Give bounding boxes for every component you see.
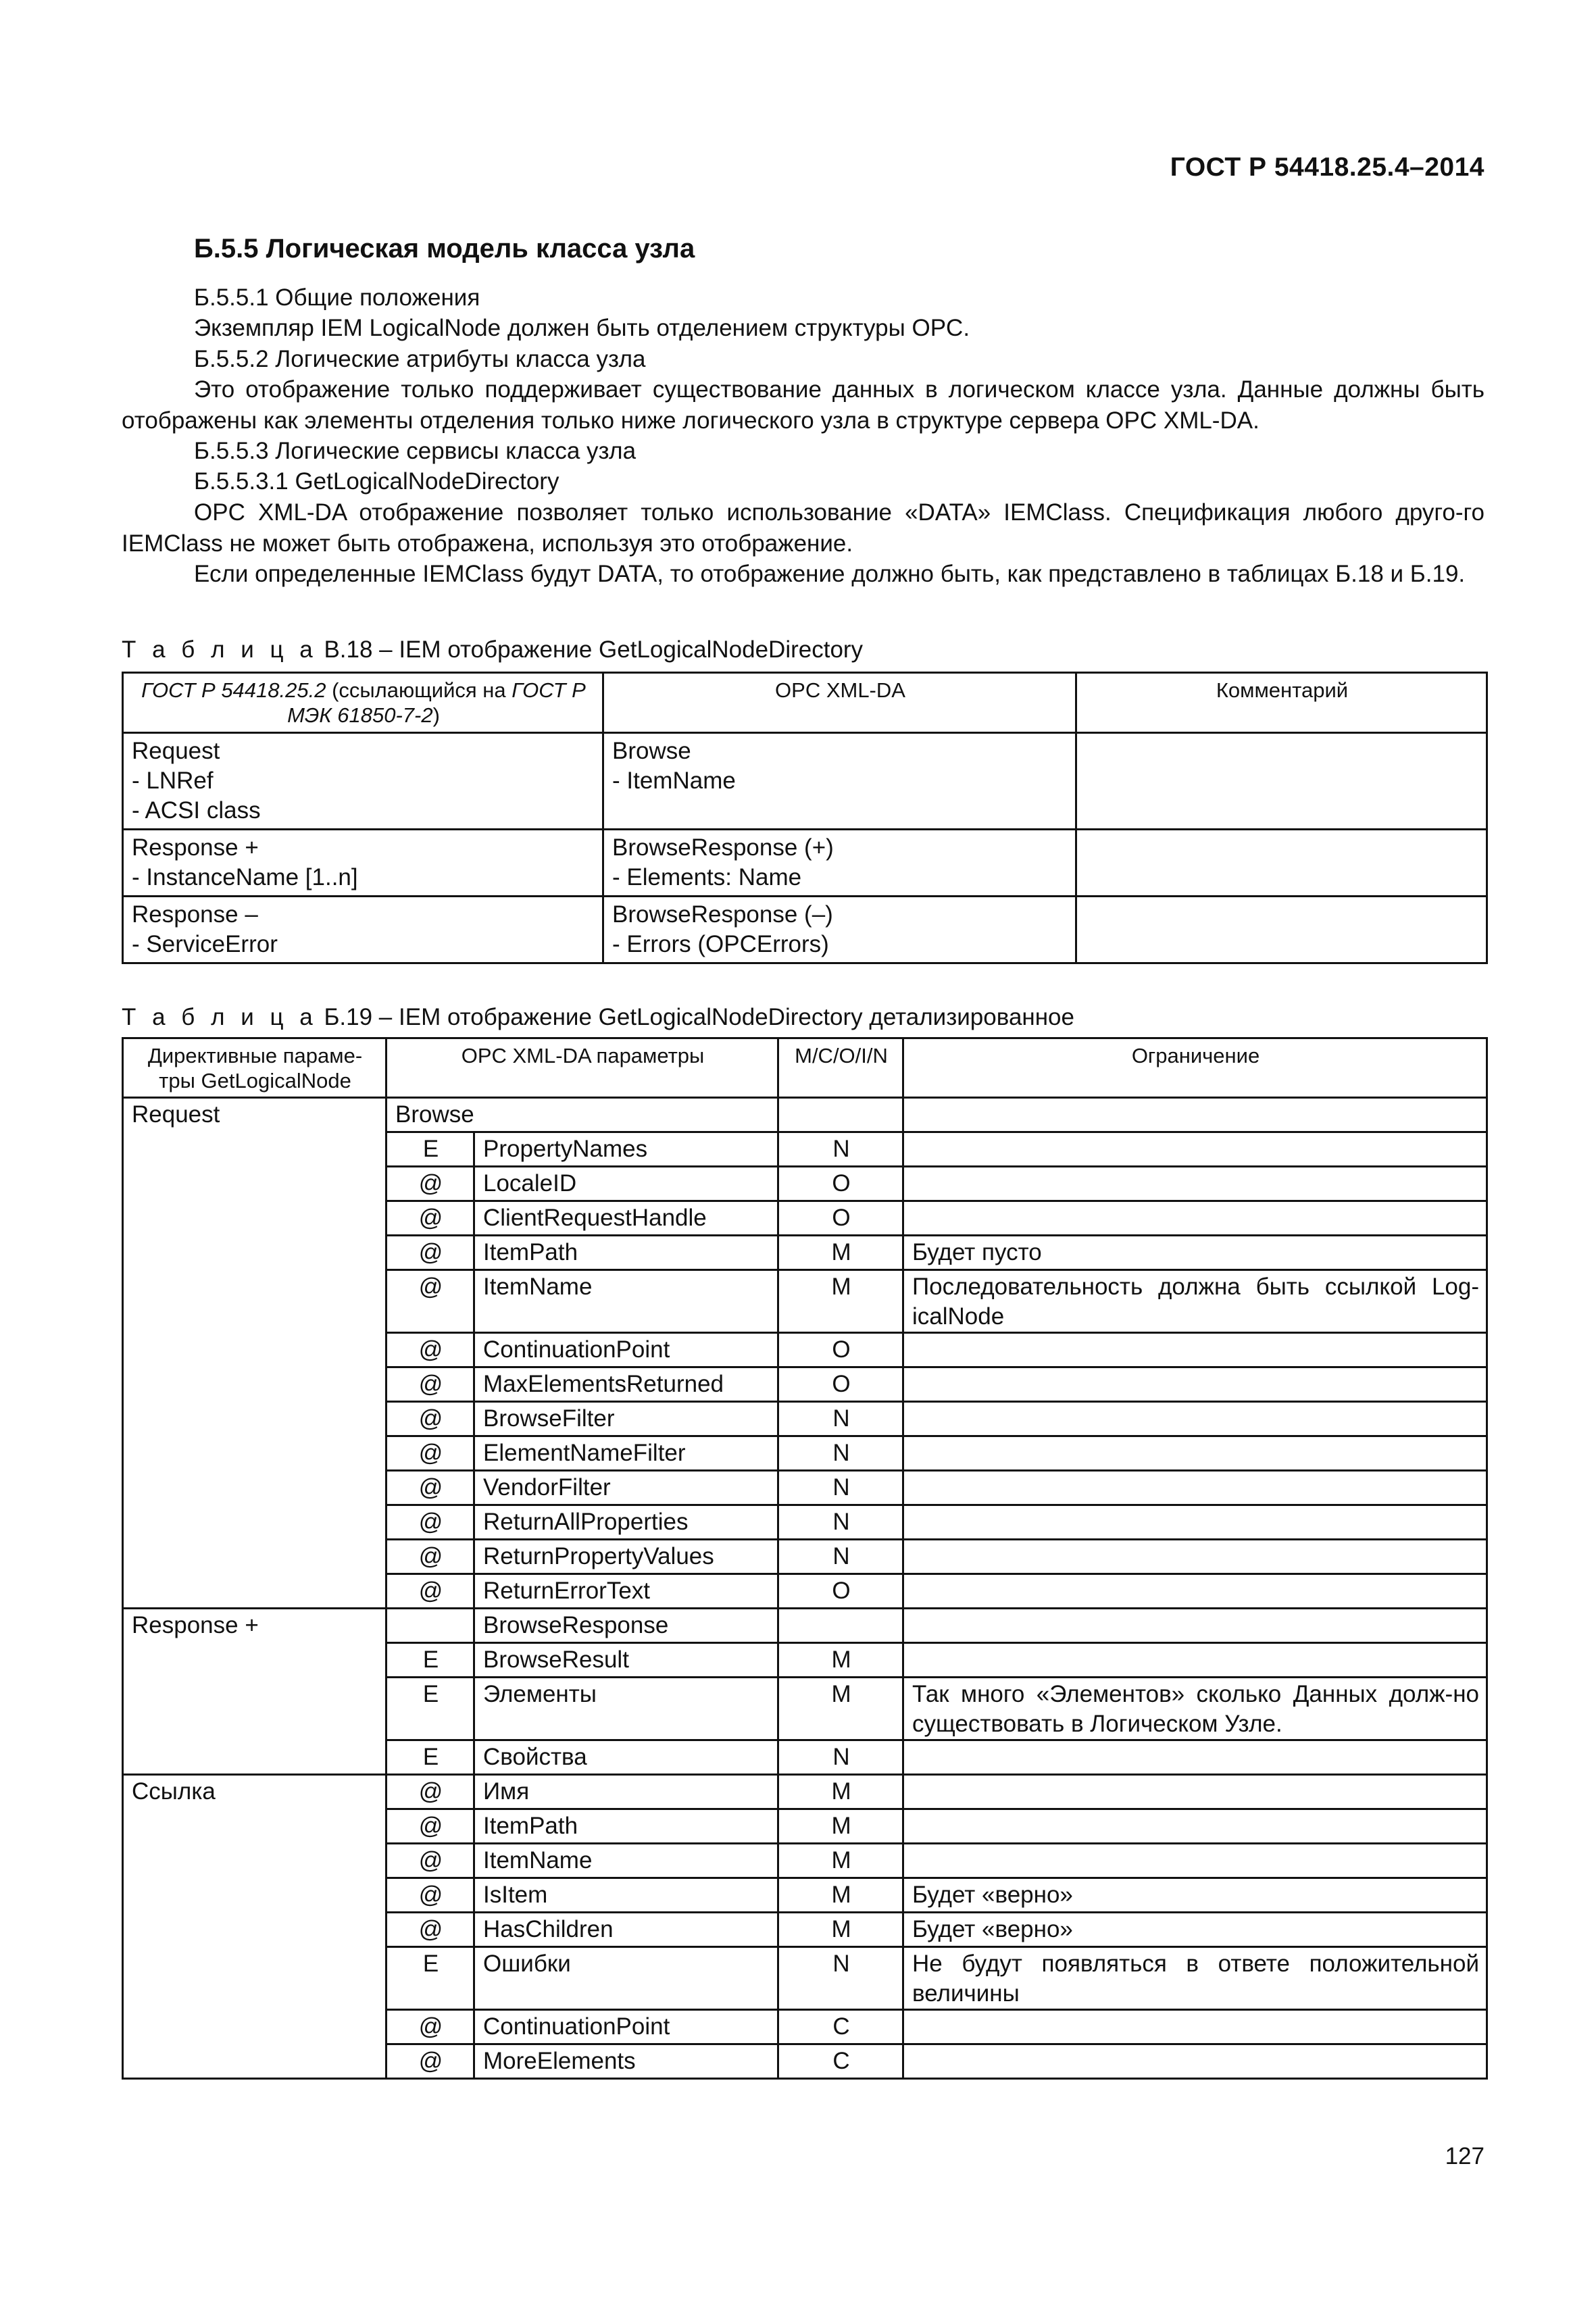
table-row: @ ReturnPropertyValues N bbox=[123, 1540, 1487, 1574]
paragraph-attributes-body: Это отображение только поддерживает существование данных в логическом классе узла. Данные должны быть отображены как элементы отделения только ниже логического узла в структуре сервера OPC XML-DA. bbox=[122, 376, 1485, 434]
table-row: @ ReturnAllProperties N bbox=[123, 1505, 1487, 1540]
group-label-request: Request bbox=[123, 1098, 386, 1609]
table-row: @ ItemPath M Будет пусто bbox=[123, 1236, 1487, 1270]
table-row: @ ItemName M bbox=[123, 1844, 1487, 1878]
table-row: @ ItemPath M bbox=[123, 1809, 1487, 1844]
table-row: @ ReturnErrorText O bbox=[123, 1574, 1487, 1609]
paragraph-instance: Экземпляр IEM LogicalNode должен быть отделением структуры OPC. bbox=[194, 315, 970, 341]
table-row: E Ошибки N Не будут появляться в ответе положительной величины bbox=[123, 1947, 1487, 2010]
t19-header-opc: OPC XML-DA параметры bbox=[386, 1038, 778, 1098]
t18-header-comment: Комментарий bbox=[1076, 673, 1487, 733]
table-row: E BrowseResult M bbox=[123, 1643, 1487, 1678]
group-label-response: Response + bbox=[123, 1609, 386, 1775]
table-row: Ссылка @ Имя M bbox=[123, 1775, 1487, 1809]
table-row: @ ElementNameFilter N bbox=[123, 1436, 1487, 1471]
table-row: @ BrowseFilter N bbox=[123, 1402, 1487, 1436]
t19-header-params: Директивные параме-тры GetLogicalNode bbox=[123, 1038, 386, 1098]
t19-header-mcoin: M/C/O/I/N bbox=[778, 1038, 903, 1098]
t18-header-opc: OPC XML-DA bbox=[603, 673, 1076, 733]
group-label-link: Ссылка bbox=[123, 1775, 386, 2079]
table-row: @ ItemName M Последовательность должна быть ссылкой Log-icalNode bbox=[123, 1270, 1487, 1333]
table-row: @ IsItem M Будет «верно» bbox=[123, 1878, 1487, 1913]
paragraph-services-heading: Б.5.5.3 Логические сервисы класса узла bbox=[194, 438, 637, 464]
table19-caption: Т а б л и ц а Б.19 – IEM отображение GetLogicalNodeDirectory детализированное bbox=[122, 1004, 1074, 1030]
table-row: @ HasChildren M Будет «верно» bbox=[123, 1913, 1487, 1947]
paragraph-attributes-heading: Б.5.5.2 Логические атрибуты класса узла bbox=[194, 346, 646, 372]
document-code: ГОСТ Р 54418.25.4–2014 bbox=[1170, 153, 1485, 182]
table-row: @ LocaleID O bbox=[123, 1167, 1487, 1201]
paragraph-service-name: Б.5.5.3.1 GetLogicalNodeDirectory bbox=[194, 468, 559, 495]
table-row: E Свойства N bbox=[123, 1740, 1487, 1775]
table-row: Response – - ServiceError BrowseResponse (–) - Errors (OPCErrors) bbox=[123, 897, 1487, 963]
table-row: Response + BrowseResponse bbox=[123, 1609, 1487, 1643]
table-row: Request - LNRef - ACSI class Browse - ItemName bbox=[123, 733, 1487, 830]
table-row: @ VendorFilter N bbox=[123, 1471, 1487, 1505]
section-title: Б.5.5 Логическая модель класса узла bbox=[194, 234, 695, 263]
table-row: @ MaxElementsReturned O bbox=[123, 1367, 1487, 1402]
table-row: Response + - InstanceName [1..n] BrowseResponse (+) - Elements: Name bbox=[123, 830, 1487, 897]
table-19 bbox=[122, 1037, 1488, 2080]
t18-header-gost: ГОСТ Р 54418.25.2 (ссылающийся на ГОСТ Р МЭК 61850-7-2) bbox=[123, 673, 603, 733]
table-row: E PropertyNames N bbox=[123, 1132, 1487, 1167]
table-row: @ ContinuationPoint O bbox=[123, 1333, 1487, 1367]
table-row: @ MoreElements C bbox=[123, 2044, 1487, 2079]
paragraph-general: Б.5.5.1 Общие положения bbox=[194, 284, 480, 311]
table-row: E Элементы M Так много «Элементов» сколько Данных долж-но существовать в Логическом Узле. bbox=[123, 1678, 1487, 1740]
table18-caption: Т а б л и ц а В.18 – IEM отображение GetLogicalNodeDirectory bbox=[122, 636, 864, 663]
table-row: @ ClientRequestHandle O bbox=[123, 1201, 1487, 1236]
paragraph-service-tables: Если определенные IEMClass будут DATA, то отображение должно быть, как представлено в таблицах Б.18 и Б.19. bbox=[194, 561, 1466, 587]
table-18 bbox=[122, 672, 1488, 964]
page-number: 127 bbox=[1445, 2143, 1485, 2169]
t19-header-restriction: Ограничение bbox=[903, 1038, 1487, 1098]
table-row: @ ContinuationPoint C bbox=[123, 2010, 1487, 2044]
table-row: Request Browse bbox=[123, 1098, 1487, 1132]
paragraph-service-body: OPC XML-DA отображение позволяет только использование «DATA» IEMClass. Спецификация любого друго-го IEMClass не может быть отображена, используя это отображение. bbox=[122, 499, 1485, 557]
